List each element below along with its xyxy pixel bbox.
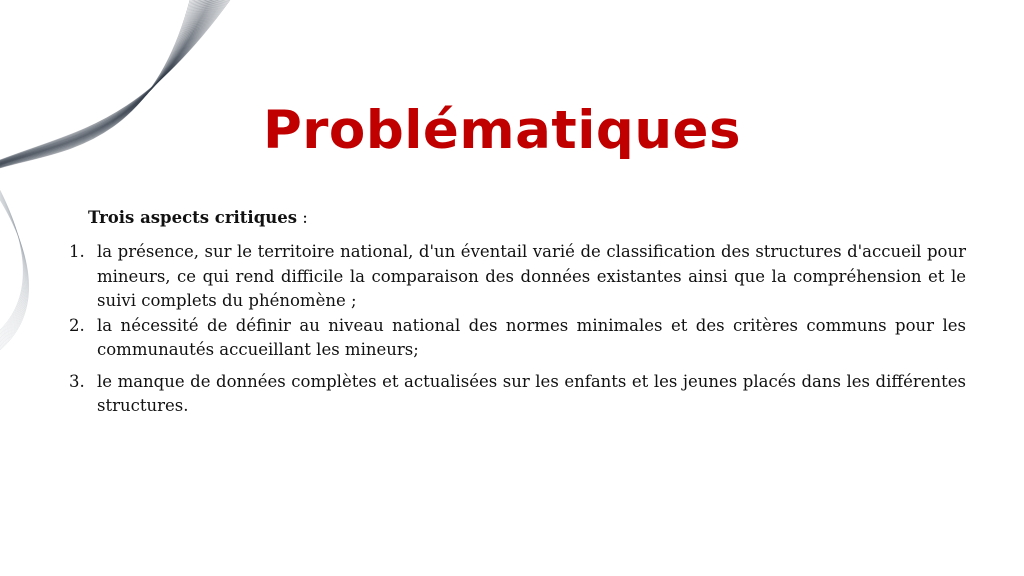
- list-item-number: 2.: [69, 315, 85, 335]
- subtitle-bold: Trois aspects critiques: [88, 208, 298, 227]
- list-item-number: 3.: [69, 371, 85, 391]
- slide-title: Problématiques: [262, 100, 742, 161]
- list-item: [66, 370, 966, 419]
- list-item: [66, 240, 966, 314]
- list-item-text: la nécessité de définir au niveau national des normes minimales et des critères communs pour les communautés accueillant les mineurs;: [97, 315, 966, 359]
- problems-list: [66, 240, 966, 419]
- subtitle-suffix: :: [297, 208, 308, 227]
- list-item-number: 1.: [69, 242, 85, 261]
- subtitle: [88, 206, 308, 230]
- list-item-text: le manque de données complètes et actualisées sur les enfants et les jeunes placés dans les différentes structures.: [97, 371, 966, 415]
- list-item-text: la présence, sur le territoire national, d'un éventail varié de classification des structures d'accueil pour mineurs, ce qui rend difficile la comparaison des données existantes ainsi que la compréhension et le suivi complets du phénomène ;: [97, 242, 966, 310]
- list-item: [66, 314, 966, 363]
